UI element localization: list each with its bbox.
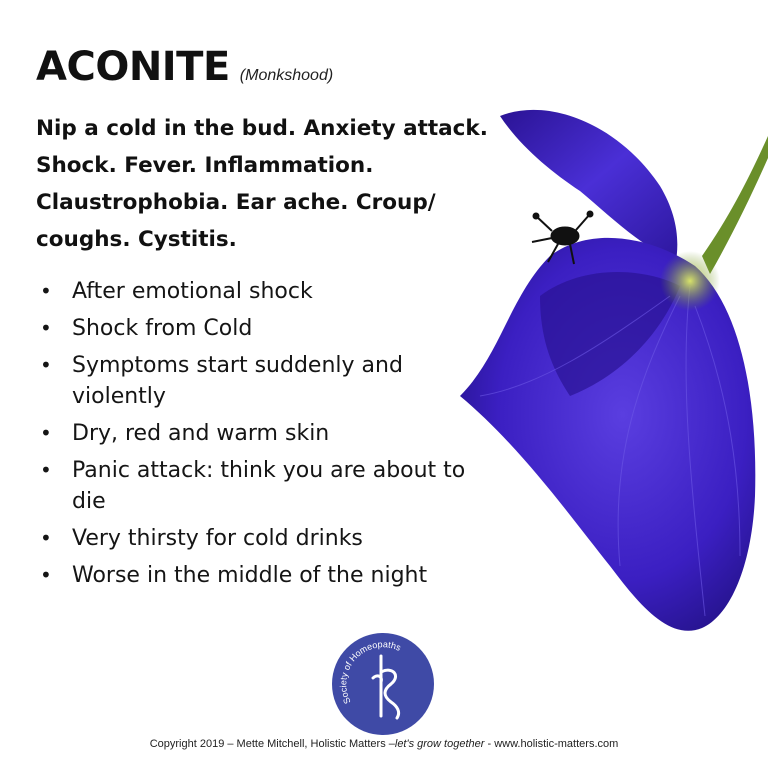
list-item: • Panic attack: think you are about to die [36, 455, 476, 517]
society-of-homeopaths-logo [331, 632, 435, 736]
bullet-icon: • [40, 316, 52, 340]
list-item: • Worse in the middle of the night [36, 560, 476, 591]
bullet-icon: • [40, 458, 52, 482]
footer-copyright-text: Copyright 2019 – Mette Mitchell, Holistic Matters – [149, 738, 395, 750]
page-title: ACONITE [36, 44, 230, 90]
list-item: • Shock from Cold [36, 313, 476, 344]
bullet-icon: • [40, 563, 52, 587]
bullet-icon: • [40, 526, 52, 550]
list-item: • Dry, red and warm skin [36, 418, 476, 449]
title-row [36, 44, 333, 90]
symptom-list [36, 276, 476, 597]
logo-text: Society of Homeopaths [338, 639, 403, 706]
list-item: • Symptoms start suddenly and violently [36, 350, 476, 412]
footer-copyright [0, 738, 768, 750]
list-item: • After emotional shock [36, 276, 476, 307]
monkshood-flower-image [440, 96, 768, 636]
list-item: • Very thirsty for cold drinks [36, 523, 476, 554]
page-subtitle: (Monkshood) [239, 67, 334, 84]
bullet-icon: • [40, 353, 52, 377]
footer-website: - www.holistic-matters.com [484, 738, 619, 750]
lead-text: Nip a cold in the bud. Anxiety attack. Shock. Fever. Inflammation. Claustrophobia. Ear ache. Croup/ coughs. Cystitis. [36, 116, 488, 252]
footer-tagline: let's grow together [394, 738, 485, 750]
bullet-icon: • [40, 279, 52, 303]
bullet-icon: • [40, 421, 52, 445]
